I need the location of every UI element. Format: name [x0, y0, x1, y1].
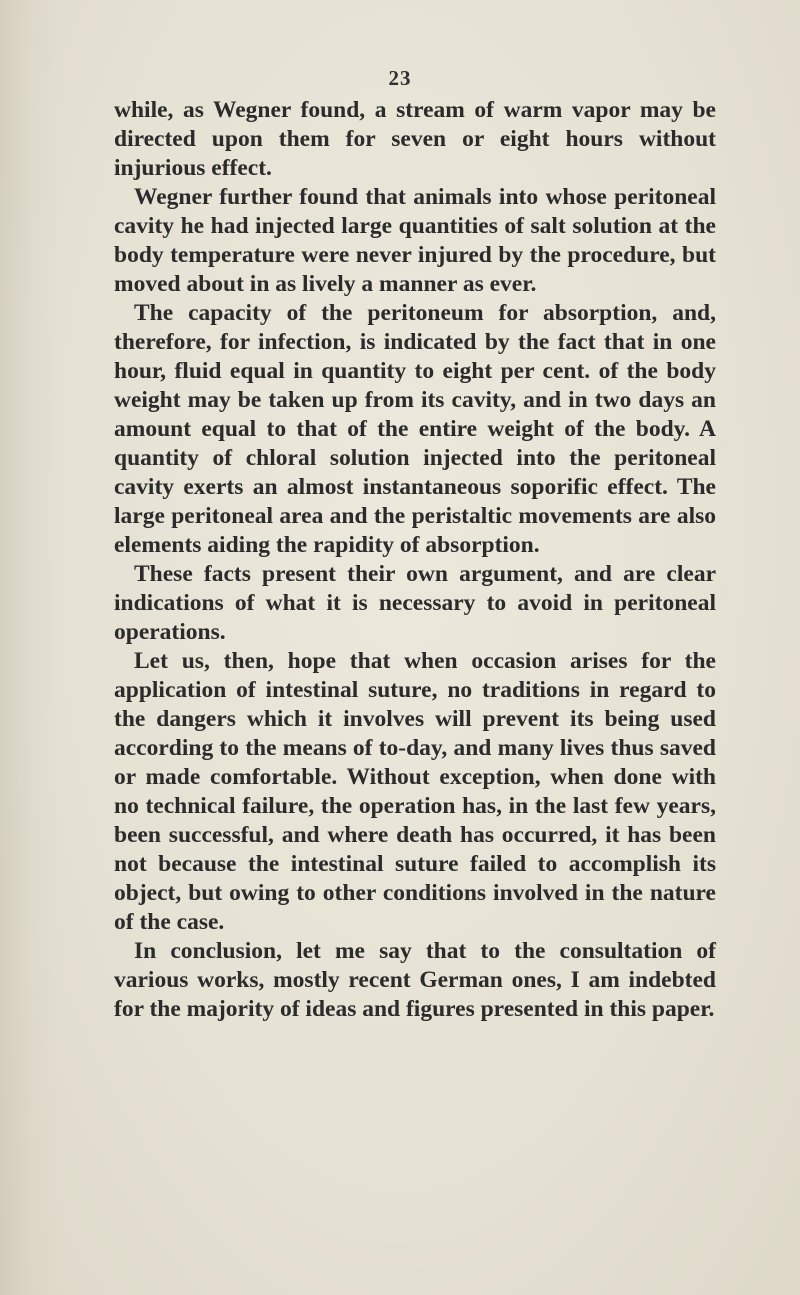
paragraph-peritoneum-absorption: The capacity of the peritoneum for absorption, and, therefore, for infection, is indicated by the fact that in one hour, fluid equal in quantity to eight per cent. of the body weight may be taken up from its cavity, and in two days an amount equal to that of the entire weight of the body. A quantity of chloral solution injected into the peritoneal cavity exerts an almost instantaneous soporific effect. The large peritoneal area and the peristaltic movements are also elements aiding the rapidity of absorption. [114, 300, 716, 558]
page-number: 23 [388, 66, 412, 90]
paragraph-continuation: while, as Wegner found, a stream of warm vapor may be directed upon them for seven or eight hours without injurious effect. [114, 97, 716, 181]
paragraph-wegner-findings: Wegner further found that animals into whose peritoneal cavity he had injected large quantities of salt solution at the body temperature were never injured by the procedure, but moved about in as lively a manner as ever. [114, 184, 716, 297]
body-text [114, 96, 716, 1024]
paragraph-intestinal-suture: Let us, then, hope that when occasion arises for the application of intestinal suture, no traditions in regard to the dangers which it involves will prevent its being used according to the means of to-day, and many lives thus saved or made comfortable. Without exception, when done with no technical failure, the operation has, in the last few years, been successful, and where death has occurred, it has been not because the intestinal suture failed to accomplish its object, but owing to other conditions involved in the nature of the case. [114, 648, 716, 935]
paragraph-conclusion: In conclusion, let me say that to the consultation of various works, mostly recent German ones, I am indebted for the majority of ideas and figures presented in this paper. [114, 938, 716, 1022]
paragraph-facts-argument: These facts present their own argument, and are clear indications of what it is necessary to avoid in peritoneal operations. [114, 561, 716, 645]
